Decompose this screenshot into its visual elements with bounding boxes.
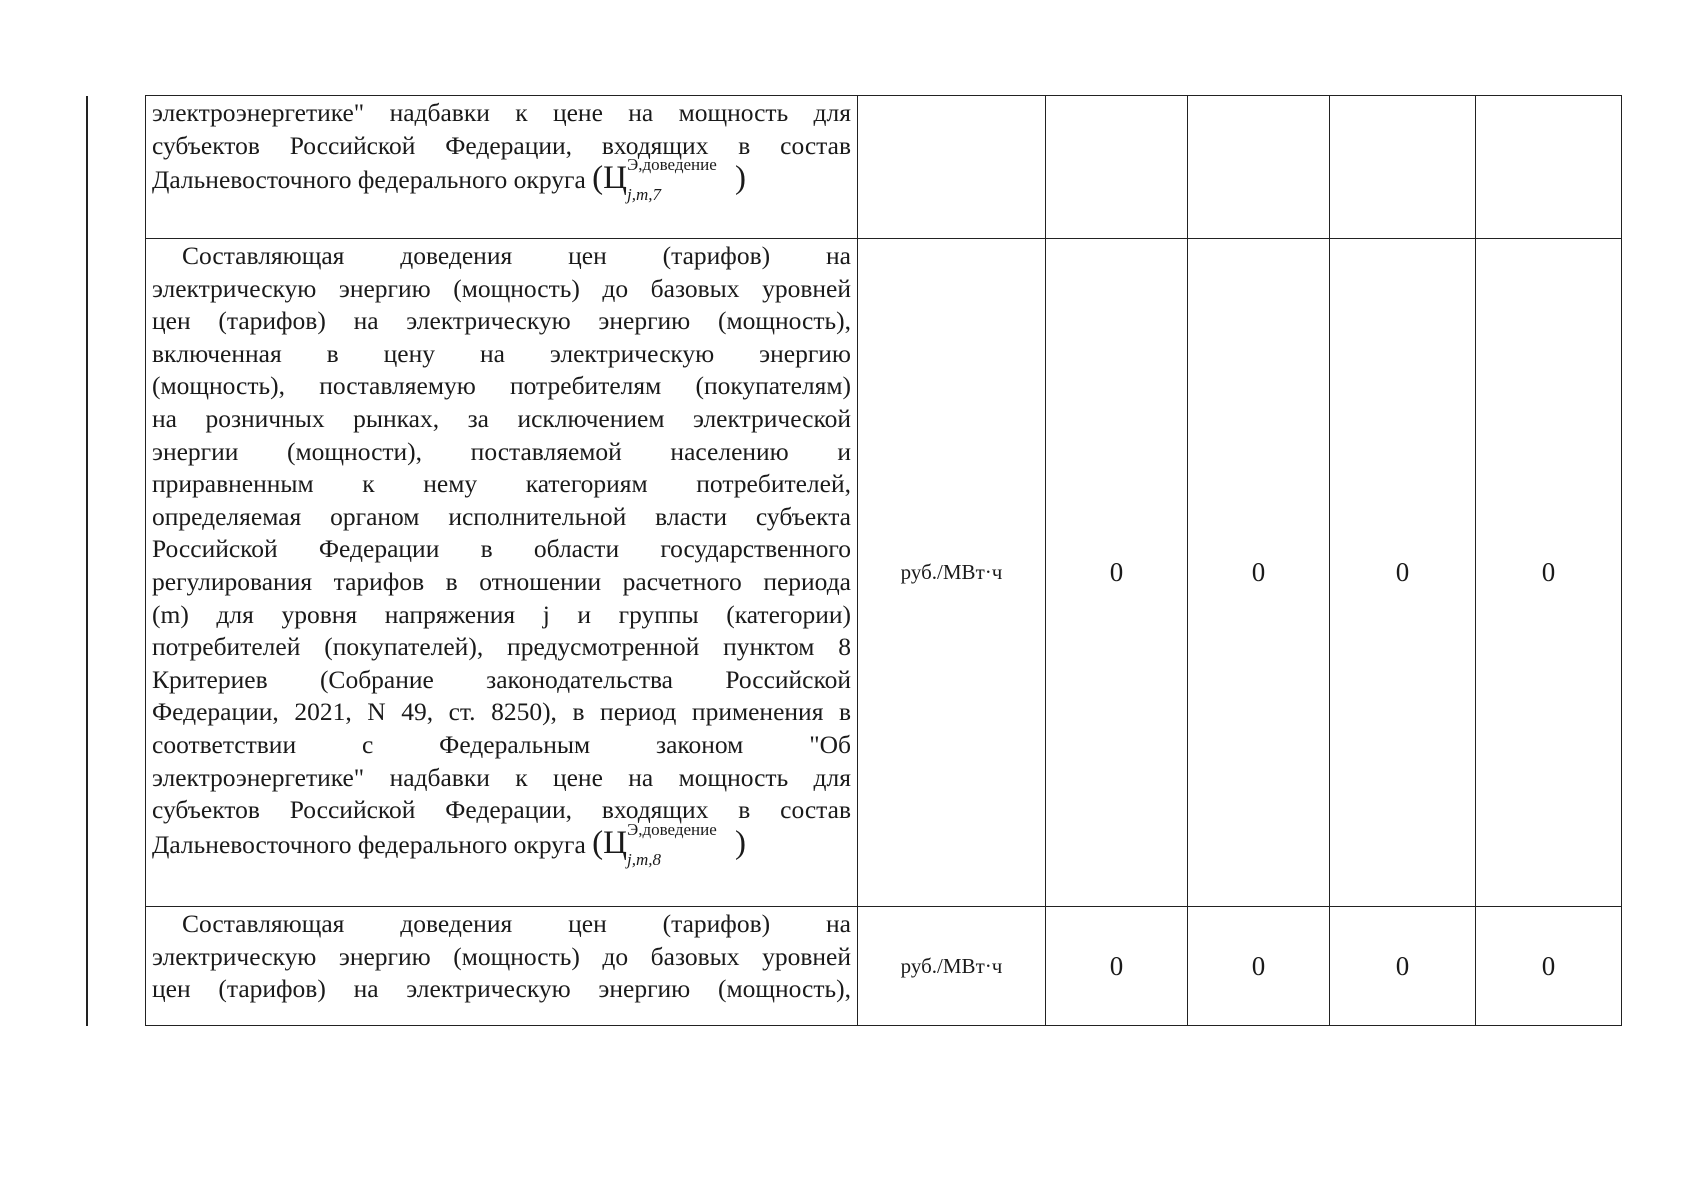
value-cell: 0 [1046, 907, 1188, 1026]
description-text [146, 907, 857, 1010]
text-line: Российской Федерации в области государственного [152, 534, 851, 564]
text-line: электроэнергетике" надбавки к цене на мощность для [152, 98, 851, 127]
text-line: Федерации, 2021, N 49, ст. 8250), в период применения в [152, 697, 851, 727]
value-cell: 0 [1476, 907, 1622, 1026]
text-line: энергии (мощности), поставляемой населению и [152, 436, 851, 466]
text-line: Дальневосточного федерального округа [152, 165, 586, 195]
text-line: электроэнергетике" надбавки к цене на мощность для [152, 762, 851, 792]
value-cell: 0 [1330, 907, 1476, 1026]
text-line: регулирования тарифов в отношении расчетного периода [152, 566, 851, 596]
value-cell: 0 [1188, 907, 1330, 1026]
text-line: электрическую энергию (мощность) до базовых уровней [152, 273, 851, 303]
text-line: (мощность), поставляемую потребителям (покупателям) [152, 371, 851, 401]
text-line: (m) для уровня напряжения j и группы (категории) [152, 599, 851, 629]
table-row [146, 907, 1622, 1026]
value-cell: 0 [1046, 239, 1188, 907]
description-cell [146, 907, 858, 1026]
formula-superscript: Э,доведение [626, 155, 717, 175]
value-cell: 0 [1188, 239, 1330, 907]
value-cell [1046, 96, 1188, 239]
text-line: соответствии с Федеральным законом "Об [152, 729, 851, 759]
text-line: Критериев (Собрание законодательства Российской [152, 664, 851, 694]
description-cell [146, 239, 858, 907]
formula-symbol: Ц [603, 824, 627, 861]
formula-subscript: j,m,8 [626, 849, 661, 869]
table-row [146, 239, 1622, 907]
text-line: определяемая органом исполнительной власти субъекта [152, 501, 851, 531]
text-line: цен (тарифов) на электрическую энергию (мощность), [152, 306, 851, 336]
text-line: электрическую энергию (мощность) до базовых уровней [152, 941, 851, 971]
formula: (Ц Э,доведение j,m,8 ) [592, 819, 746, 869]
text-line-with-formula [152, 819, 851, 869]
formula-symbol: Ц [603, 160, 627, 197]
text-line: на розничных рынках, за исключением электрической [152, 403, 851, 433]
unit-cell: руб./МВт·ч [858, 239, 1046, 907]
value-cell: 0 [1330, 239, 1476, 907]
table-row [146, 96, 1622, 239]
text-line: цен (тарифов) на электрическую энергию (мощность), [152, 974, 851, 1004]
text-line: субъектов Российской Федерации, входящих в состав [152, 795, 851, 825]
text-line: включенная в цену на электрическую энергию [152, 338, 851, 368]
text-line: субъектов Российской Федерации, входящих в состав [152, 130, 851, 160]
unit-cell: руб./МВт·ч [858, 907, 1046, 1026]
description-text [146, 239, 857, 869]
text-line: приравненным к нему категориям потребителей, [152, 469, 851, 499]
formula: (Ц Э,доведение j,m,7 ) [592, 155, 746, 205]
text-line: Составляющая доведения цен (тарифов) на [182, 909, 851, 938]
formula-superscript: Э,доведение [626, 819, 717, 839]
description-text [146, 96, 857, 205]
value-cell [1476, 96, 1622, 239]
value-cell [1330, 96, 1476, 239]
text-line: Составляющая доведения цен (тарифов) на [182, 241, 851, 270]
page-margin-line [86, 96, 88, 1026]
value-cell: 0 [1476, 239, 1622, 907]
unit-cell [858, 96, 1046, 239]
text-line: Дальневосточного федерального округа [152, 829, 586, 859]
text-line: потребителей (покупателей), предусмотренной пунктом 8 [152, 632, 851, 662]
tariff-table [145, 95, 1622, 1026]
formula-subscript: j,m,7 [626, 185, 661, 205]
value-cell [1188, 96, 1330, 239]
description-cell [146, 96, 858, 239]
text-line-with-formula [152, 155, 851, 205]
